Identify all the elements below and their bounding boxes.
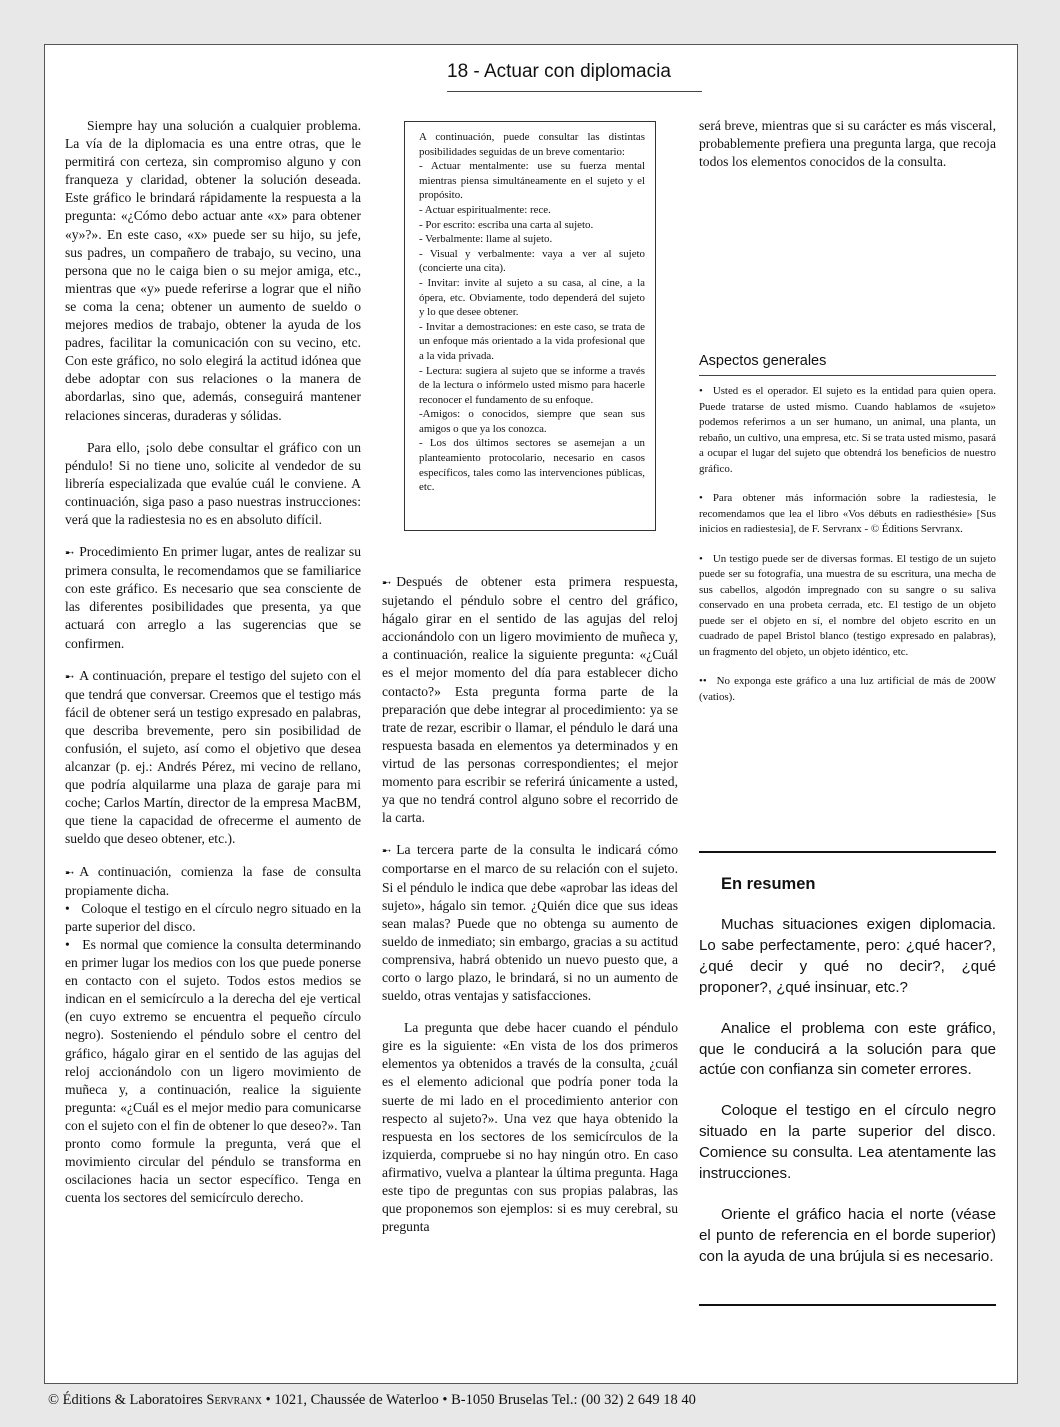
arrow-icon: ➸ xyxy=(382,576,391,589)
page-footer xyxy=(48,1392,1008,1409)
pendulum-paragraph: Para ello, ¡solo debe consultar el gráfico con un péndulo! Si no tiene uno, solicite al vendedor de su librería especializada que evalúe cuál le conviene. A continuación, siga paso a paso nuestras instrucciones: verá que la radiestesia no es en absoluto difícil. xyxy=(65,439,361,527)
document-page xyxy=(44,44,1018,1384)
footer-copyright: © Éditions & Laboratoires xyxy=(48,1392,203,1408)
box-line: - Verbalmente: llame al sujeto. xyxy=(419,233,553,246)
column-left xyxy=(65,117,361,1207)
box-line: - Actuar espiritualmente: rece. xyxy=(419,203,551,216)
summary-text xyxy=(699,915,996,1288)
aspect-item: • Para obtener más información sobre la radiestesia, le recomendamos que lea el libro «Vos débuts en radiesthésie» [Sus inicios en radiestesia], de F. Servranx - © Éditions Servranx. xyxy=(699,492,996,535)
aspect-item: •• No exponga este gráfico a una luz artificial de más de 200W (vatios). xyxy=(699,675,996,703)
bullet-icon: • xyxy=(65,936,70,952)
summary-paragraph: Analice el problema con este gráfico, que le conducirá a la solución para que actúe con confianza sin cometer errores. xyxy=(699,1019,996,1079)
column-right xyxy=(699,117,996,185)
bullet-icon: • xyxy=(699,385,703,397)
arrow-icon: ➸ xyxy=(65,669,74,683)
summary-paragraph: Oriente el gráfico hacia el norte (véase el punto de referencia en el borde superior) con la ayuda de una brújula si es necesario. xyxy=(699,1205,996,1265)
arrow-icon: ➸ xyxy=(382,844,391,858)
bullet-icon: • xyxy=(65,900,70,916)
first-answer-paragraph: ➸ Después de obtener esta primera respuesta, sujetando el péndulo sobre el centro del gráfico, hágalo girar en el sentido de las agujas del reloj accionándolo con un ligero movimiento de muñeca y, a continuación, realice la siguiente pregunta: «¿Cuál es el mejor momento del día para establecer dicho contacto?» Esta pregunta forma parte de la preparación que debe integrar al procedimiento: ya se trate de rezar, escribir o llamar, el péndulo le dará una respuesta basada en elementos ya determinados y en virtud de las personas correspondientes; el mejor momento para escribir se referirá únicamente a usted, ya que no tendrá control alguno sobre el recorrido de la carta. xyxy=(382,574,678,826)
bullet-item: • Coloque el testigo en el círculo negro situado en la parte superior del disco. xyxy=(65,900,361,934)
summary-bottom-rule xyxy=(699,1304,996,1306)
summary-paragraph: Muchas situaciones exigen diplomacia. Lo sabe perfectamente, pero: ¿qué hacer?, ¿qué decir y qué no decir?, ¿qué proponer?, ¿qué insinuar, etc.? xyxy=(699,916,996,996)
box-line: - Visual y verbalmente: vaya a ver al sujeto (concierte una cita). xyxy=(419,247,645,275)
box-line: - Por escrito: escriba una carta al sujeto. xyxy=(419,218,594,231)
box-line: - Los dos últimos sectores se asemejan a un planteamiento protocolario, necesario en casos específicos, tales como las intervenciones públicas, etc. xyxy=(419,437,645,494)
question-paragraph: La pregunta que debe hacer cuando el péndulo gire es la siguiente: «En vista de los dos primeros elementos ya obtenidos a través de la consulta, ¿cuál es el elemento adicional que podría poner toda la suerte de mi lado en el procedimiento anterior con respecto al sujeto?». Una vez que haya obtenido la respuesta en los sectores de los semicírculos de la izquierda, compruebe si no hay ningún otro. En caso afirmativo, vuelva a plantear la última pregunta. Haga este tipo de preguntas con sus propias palabras, las que proponemos son ejemplos: si es muy cerebral, su pregunta xyxy=(382,1020,678,1235)
continuation-paragraph: será breve, mientras que si su carácter es más visceral, probablemente prefiera una pregunta larga, que recoja todos los elementos conocidos de la consulta. xyxy=(699,118,996,170)
arrow-icon: ➸ xyxy=(65,865,74,879)
bullet-icon: • xyxy=(699,552,703,565)
box-line: -Amigos: o conocidos, siempre que sean sus amigos o que ya los conozca. xyxy=(419,408,645,435)
bullet-item: • Es normal que comience la consulta determinando en primer lugar los medios con los que puede ponerse en contacto con el sujeto. Todos estos medios se indican en el semicírculo a la derecha del eje vertical (en cuyo extremo se encuentra el pequeño círculo negro). Sosteniendo el péndulo sobre el centro del gráfico, hágalo girar en el sentido de las agujas del reloj accionándolo con un ligero movimiento de muñeca y, a continuación, realice la siguiente pregunta: «¿Cuál es el mejor medio para comunicarse con el sujeto con el fin de obtener lo que deseo?». Tan pronto como formule la pregunta, verá que el movimiento circular del péndulo se transforma en oscilaciones hacia un sector específico. Tenga en cuenta los sectores del semicírculo derecho. xyxy=(65,936,361,1206)
summary-top-rule xyxy=(699,851,996,853)
box-line: - Actuar mentalmente: use su fuerza mental mientras piensa simultáneamente en el sujeto y el propósito. xyxy=(419,160,645,202)
footer-brand: Servranx xyxy=(206,1392,263,1408)
possibilities-box xyxy=(404,121,656,531)
bullet-icon: • xyxy=(699,492,703,504)
consult-paragraph: ➸ A continuación, comienza la fase de consulta propiamente dicha. xyxy=(65,863,361,898)
box-line: A continuación, puede consultar las distintas posibilidades seguidas de un breve comentario: xyxy=(419,131,645,158)
aspects-heading: Aspectos generales xyxy=(699,353,996,376)
summary-paragraph: Coloque el testigo en el círculo negro situado en la parte superior del disco. Comience su consulta. Lea atentamente las instrucciones. xyxy=(699,1102,996,1183)
footer-address: • 1021, Chaussée de Waterloo • B-1050 Bruselas Tel.: (00 32) 2 649 18 40 xyxy=(265,1392,696,1408)
aspects-list xyxy=(699,384,996,719)
arrow-icon: ➸ xyxy=(65,546,74,560)
box-line: - Lectura: sugiera al sujeto que se informe a través de la lectura o infórmelo usted mismo para hacerle reconocer el fundamento de su enfoque. xyxy=(419,364,645,406)
intro-paragraph: Siempre hay una solución a cualquier problema. La vía de la diplomacia es una entre otras, que le permitirá con certeza, sin compromiso alguno y con franqueza y claridad, obtener la solución deseada. Este gráfico le brindará rápidamente la respuesta a la pregunta: «¿Cómo debo actuar ante «x» para obtener «y»?». En este caso, «x» puede ser su hijo, su jefe, sus padres, un compañero de trabajo, su vecino, una persona que no le caiga bien o su mejor amiga, etc., mientras que «y» puede referirse a lograr que el niño se coma la cena; obtener un aumento de sueldo o mejores medios de trabajo, obtener la ayuda de los padres, facilitar la comunicación con su vecino, etc. Con este gráfico, no solo elegirá la actitud idónea que debe adoptar con sus relaciones o la manera de abordarlas, sino que, además, conseguirá mantener relaciones sinceras, duraderas y sólidas. xyxy=(65,118,361,423)
summary-heading: En resumen xyxy=(721,875,816,893)
third-part-paragraph: ➸ La tercera parte de la consulta le indicará cómo comportarse en el marco de su relación con el sujeto. Si el péndulo le indica que debe «aprobar las ideas del sujeto», hágalo sin temor. ¿Quién dice que sus ideas sean malas? Puede que no obtenga su aumento de sueldo de inmediato; sin embargo, gracias a su actitud comprensiva, habrá obtenido un nuevo puesto que, a corto o largo plazo, le brindará, si no un aumento de sueldo, otras ventajas y satisfacciones. xyxy=(382,842,678,1004)
aspect-item: • Un testigo puede ser de diversas formas. El testigo de un sujeto puede ser su fotografía, una muestra de su escritura, una mecha de sus cabellos, algodón impregnado con su sangre o su saliva conservado en una probeta cerrada, etc. El testigo de un objeto puede ser el objeto en sí, el nombre del objeto escrito en un cuadrado de papel Bristol blanco (testigo expresado en palabras), un fragmento del objeto, un objeto idéntico, etc. xyxy=(699,552,996,658)
column-middle xyxy=(382,573,678,1250)
witness-paragraph: ➸ A continuación, prepare el testigo del sujeto con el que tendrá que conversar. Creemos que el testigo más fácil de obtener será un testigo expresado en palabras, que describa brevemente, pero sin posibilidad de confusión, el sujeto, así como el objetivo que desea alcanzar (p. ej.: Andrés Pérez, mi vecino de rellano, que podría alquilarme una plaza de garaje para mi coche; Carlos Martín, director de la empresa MacBM, que tiene la capacidad de ofrecerme el aumento de sueldo que deseo obtener, etc.). xyxy=(65,667,361,847)
procedure-paragraph: ➸ Procedimiento En primer lugar, antes de realizar su primera consulta, le recomendamos que se familiarice con este gráfico. Es necesario que sea consciente de las diferentes posibilidades que presenta, ya que actuará con arreglo a las sugerencias que se confirmen. xyxy=(65,544,361,651)
box-line: - Invitar: invite al sujeto a su casa, al cine, a la ópera, etc. Obviamente, todo dependerá del sujeto y lo que desee obtener. xyxy=(419,276,645,319)
double-bullet-icon: •• xyxy=(699,675,707,687)
aspect-item: • Usted es el operador. El sujeto es la entidad para quien opera. Puede tratarse de usted mismo. Cuando hablamos de «sujeto» podemos referirnos a un ser humano, un animal, una planta, un rebaño, un cultivo, una empresa, etc. Si se trata usted mismo, pasará a ocupar el lugar del sujeto que obtendrá los beneficios de nuestro gráfico. xyxy=(699,385,996,475)
box-line: - Invitar a demostraciones: en este caso, se trata de un enfoque más orientado a la vida profesional que a la vida privada. xyxy=(419,320,645,362)
page-title: 18 - Actuar con diplomacia xyxy=(447,61,702,92)
